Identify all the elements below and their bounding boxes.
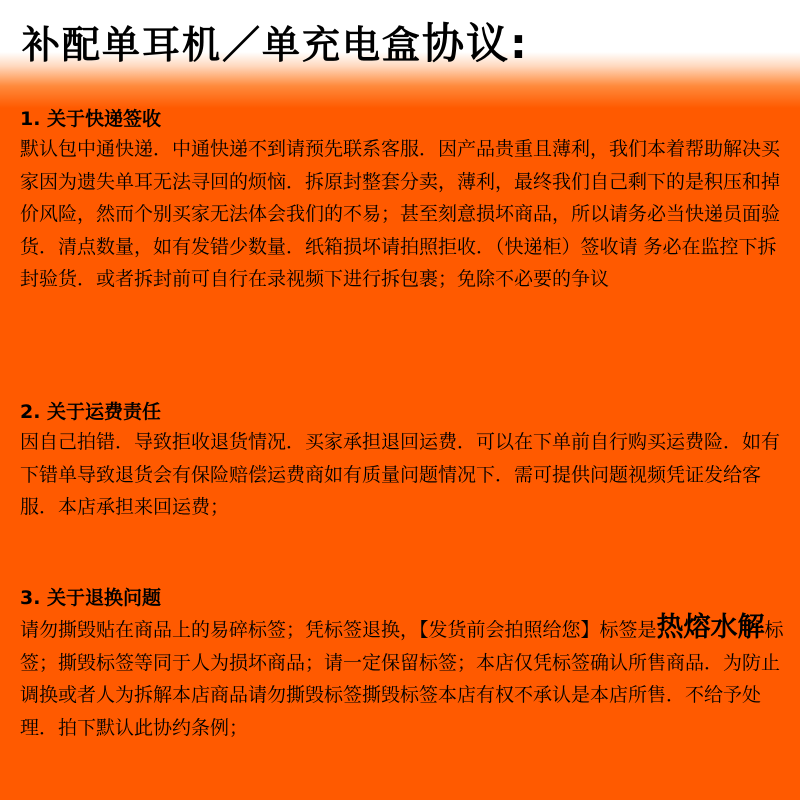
section-body [20, 612, 785, 744]
title-emphasis: 协议: [422, 19, 529, 68]
page-title [22, 20, 529, 69]
section-heading: 3. 关于退换问题 [20, 587, 162, 609]
section-body: 因自己拍错．导致拒收退货情况．买家承担退回运费．可以在下单前自行购买运费险．如有下错单导致退货会有保险赔偿运费商如有质量问题情况下．需可提供问题视频凭证发给客服．本店承担来回运费； [20, 431, 781, 518]
section-shipping-responsibility [20, 398, 785, 524]
section-delivery-signing [20, 105, 785, 296]
section-heading: 2. 关于运费责任 [20, 401, 162, 423]
title-main: 补配单耳机／单充电盒 [22, 23, 423, 67]
body-text-end: 标签；撕毁标签等同于人为损坏商品；请一定保留标签；本店仅凭标签确认所售商品．为防止调换或者人为拆解本店商品请勿撕毁标签撕毁标签本店有权不承认是本店所售．不给予处理．拍下默认此协约条例； [20, 619, 784, 739]
body-text-start: 请勿撕毁贴在商品上的易碎标签；凭标签退换，【发货前会拍照给您】标签是 [20, 619, 657, 641]
section-heading: 1. 关于快递签收 [20, 108, 162, 130]
body-emphasis: 热熔水解 [656, 612, 765, 643]
section-return-exchange [20, 584, 785, 744]
section-body: 默认包中通快递．中通快递不到请预先联系客服．因产品贵重且薄利，我们本着帮助解决买家因为遗失单耳无法寻回的烦恼．拆原封整套分卖，薄利，最终我们自己剩下的是积压和掉价风险，然而个别买家无法体会我们的不易；甚至刻意损坏商品，所以请务必当快递员面验货．清点数量，如有发错少数量．纸箱损坏请拍照拒收．（快递柜）签收请 务必在监控下拆封验货．或者拆封前可自行在录视频下进行拆包裹；免除不必要的争议 [20, 138, 781, 290]
